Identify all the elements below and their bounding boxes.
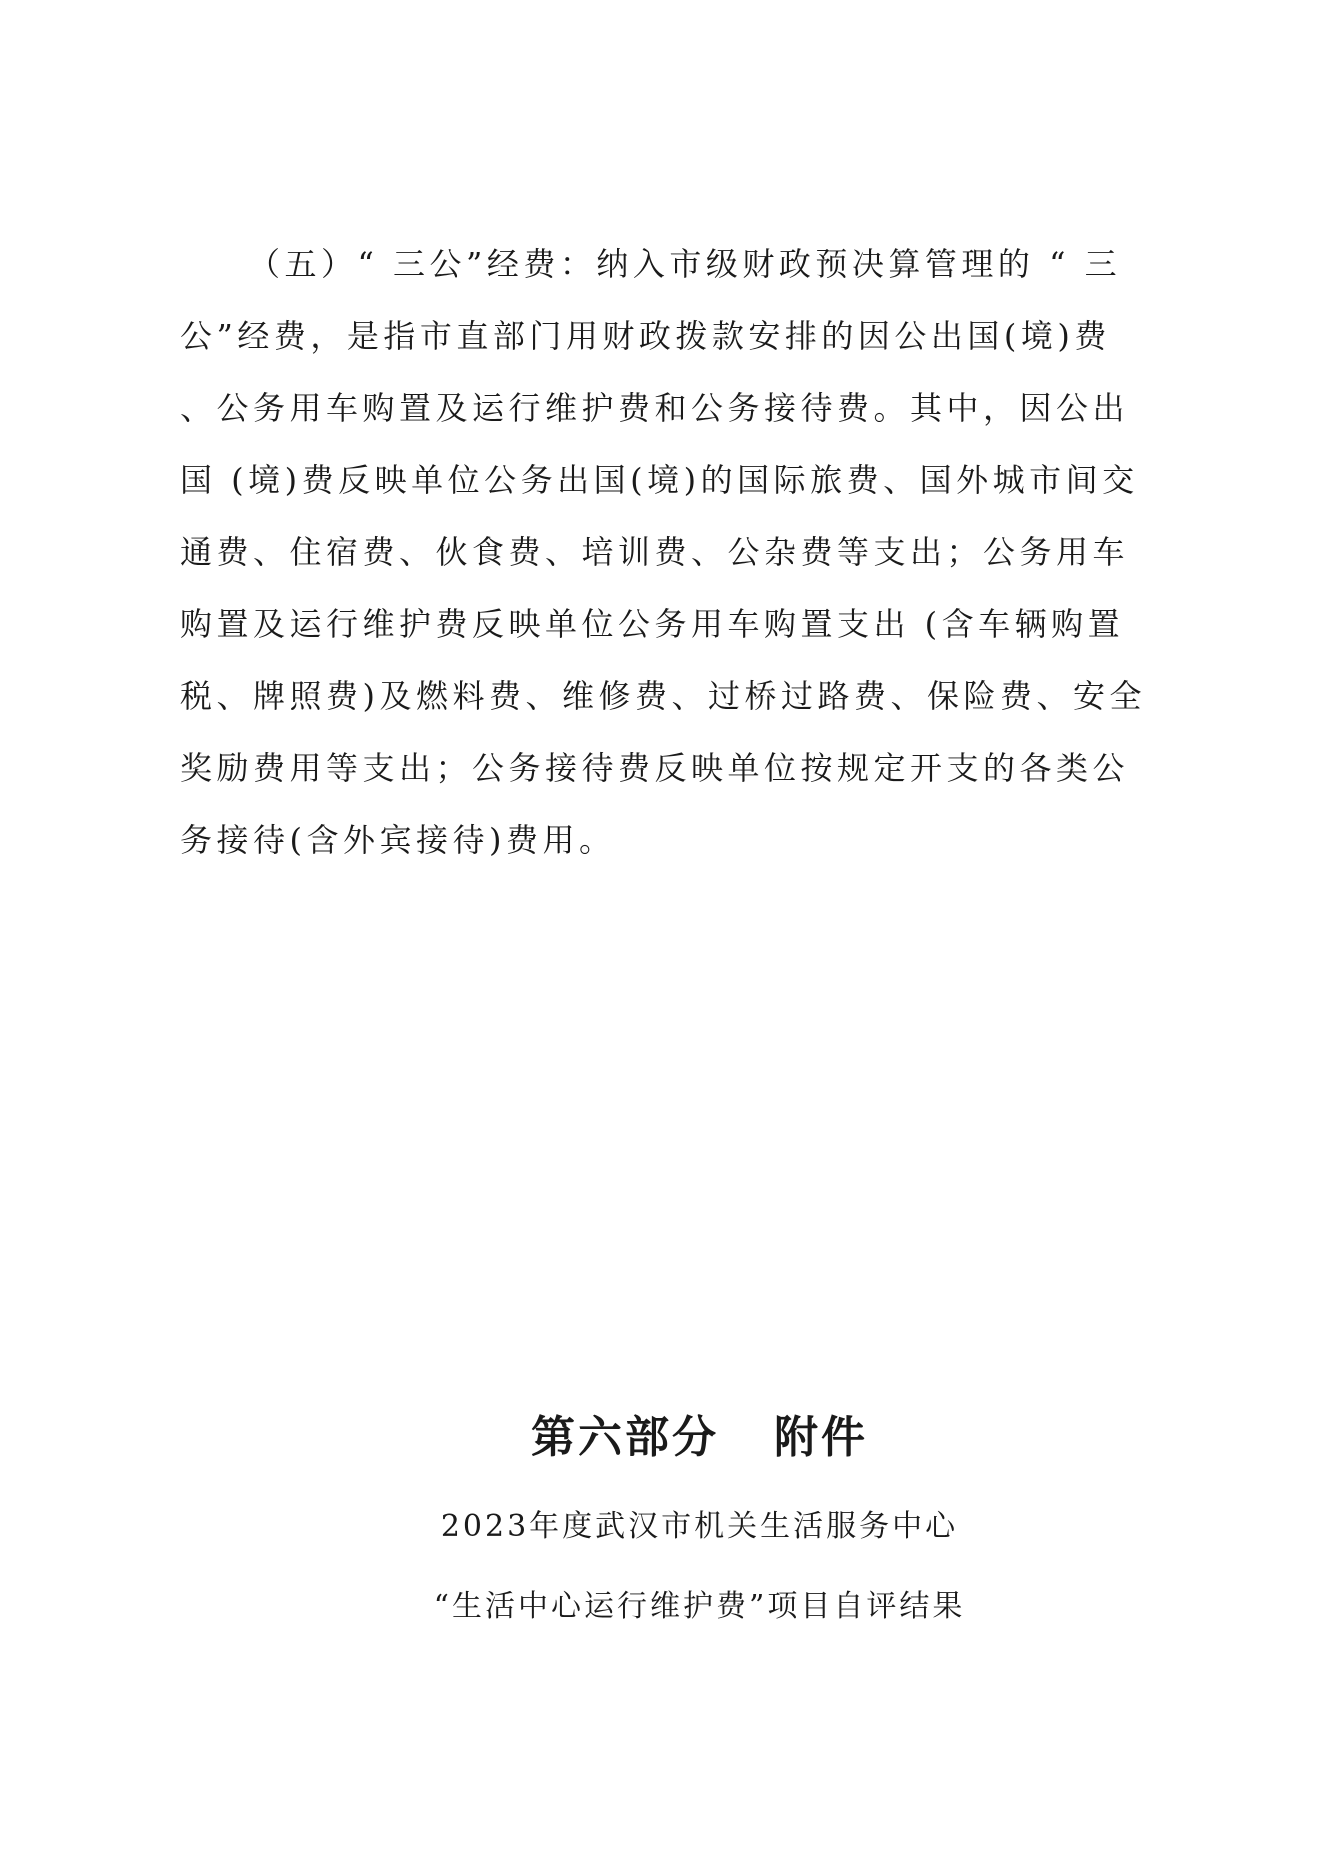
paragraph-line: 国 (境)费反映单位公务出国(境)的国际旅费、国外城市间交 (180, 461, 1139, 499)
paragraph-line: （五）“ 三公”经费：纳入市级财政预决算管理的 “ 三 (248, 245, 1122, 283)
paragraph-line: 税、牌照费)及燃料费、维修费、过桥过路费、保险费、安全 (180, 677, 1146, 715)
section-heading: 第六部分 附件 (531, 1412, 868, 1463)
attachment-title-line-2: “生活中心运行维护费”项目自评结果 (433, 1589, 966, 1624)
paragraph-line: 通费、住宿费、伙食费、培训费、公杂费等支出；公务用车 (180, 533, 1130, 571)
paragraph-line: 务接待(含外宾接待)费用。 (180, 821, 616, 859)
paragraph-line: 、公务用车购置及运行维护费和公务接待费。其中，因公出 (180, 389, 1130, 427)
paragraph-line: 奖励费用等支出；公务接待费反映单位按规定开支的各类公 (180, 749, 1130, 787)
three-public-expenses-paragraph (180, 228, 1150, 876)
paragraph-line: 公”经费，是指市直部门用财政拨款安排的因公出国(境)费 (180, 317, 1111, 355)
attachment-title-line-1: 2023年度武汉市机关生活服务中心 (440, 1509, 959, 1544)
paragraph-line: 购置及运行维护费反映单位公务用车购置支出 (含车辆购置 (180, 605, 1125, 643)
